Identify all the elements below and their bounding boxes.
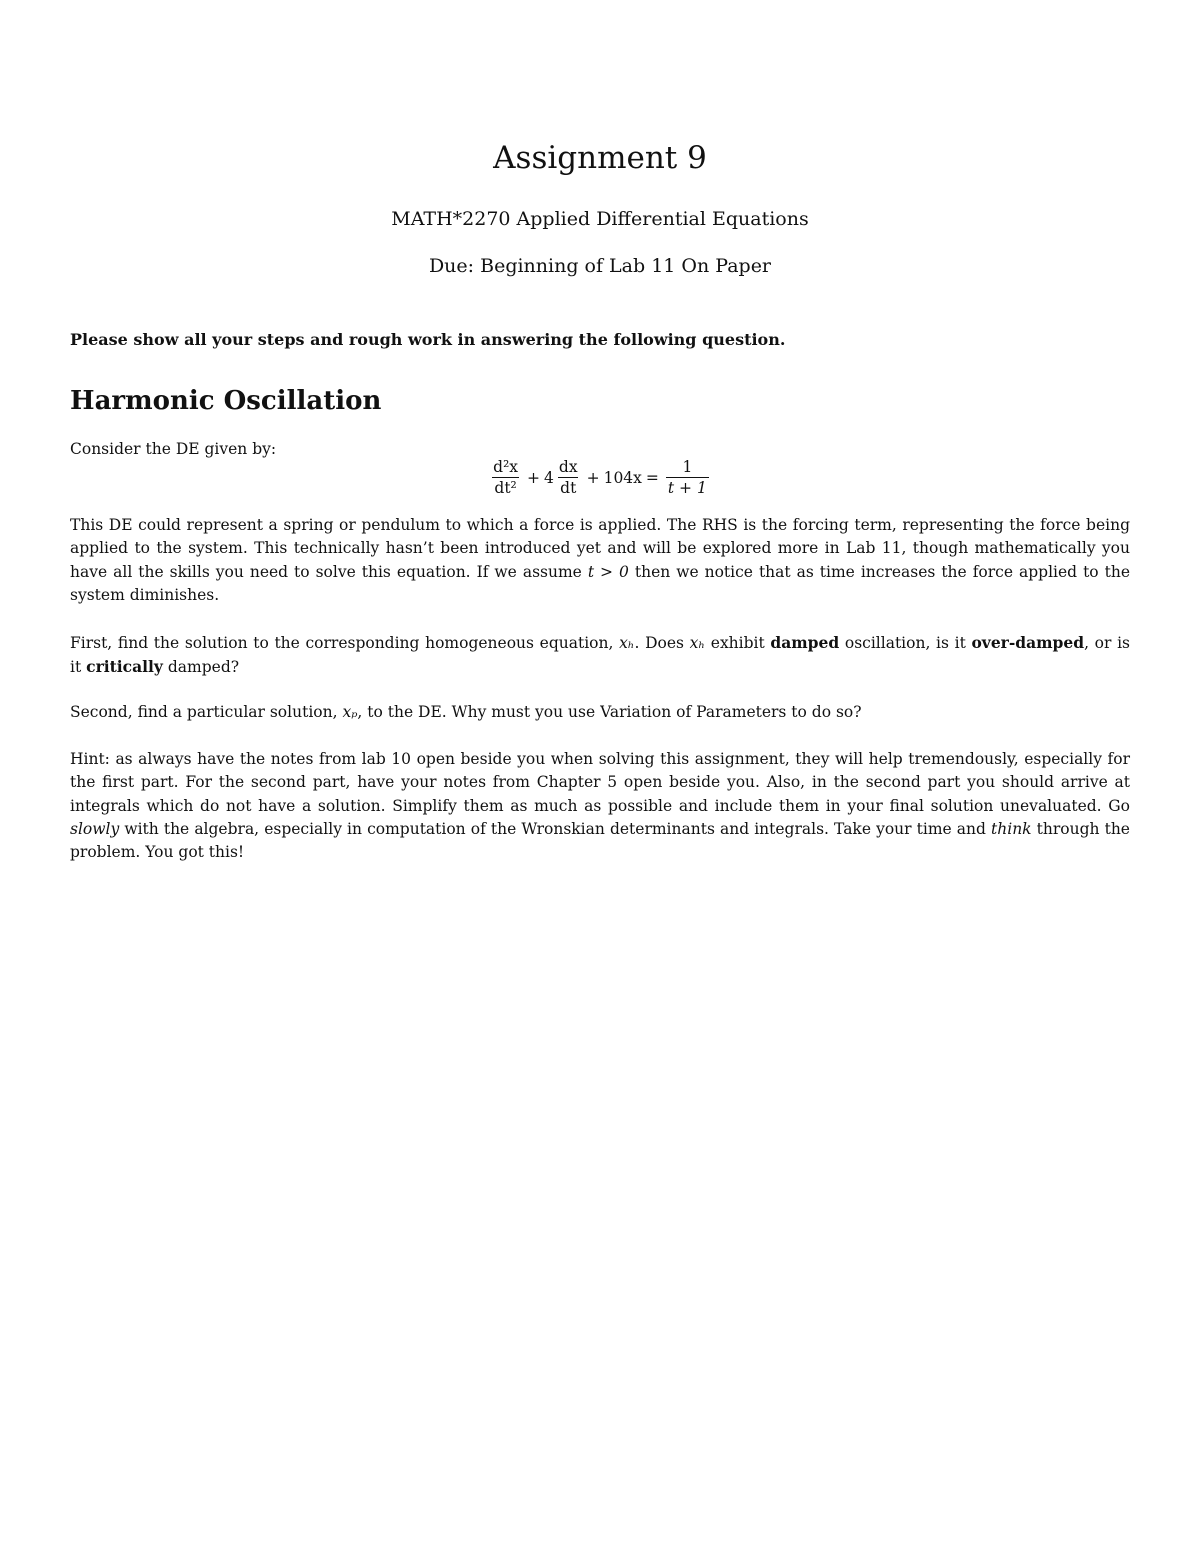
denominator: t + 1 [667,479,707,497]
emphasis-text: slowly [70,819,120,838]
text: oscillation, is it [839,634,972,652]
equals-sign: = [645,468,659,487]
text: then we notice that as time increases the force applied to the system diminishes. [70,562,1130,604]
coefficient: 4 [544,468,554,487]
paragraph-hint [70,748,1130,864]
linear-term: 104x [603,468,642,487]
inline-math: xₕ [619,634,635,652]
denominator: dt [560,479,577,497]
text: Hint: as always have the notes from lab 10 open beside you when solving this assignment, they will help tremendously, especially for the first part. For the second part, have your notes from Chapter 5 open beside you. Also, in the second part you should arrive at integrals which do not have a solution. Simplify them as much as possible and include them in your final solution unevaluated. Go [70,750,1130,815]
inline-math: t > 0 [587,562,629,581]
numerator: dx [558,458,578,476]
numerator: 1 [682,458,693,476]
text: , or is it [70,634,1130,677]
paragraph-part-one [70,631,1130,680]
text: First, find the solution to the corresponding homogeneous equation, [70,634,620,652]
paragraph-part-two [70,701,1130,724]
intro-text: Consider the DE given by: [70,440,277,458]
due-date: Due: Beginning of Lab 11 On Paper [428,255,772,277]
section-heading: Harmonic Oscillation [70,386,382,416]
text: exhibit [705,634,771,652]
instructions: Please show all your steps and rough work in answering the following question. [70,330,786,349]
bold-text: over-damped [971,633,1085,652]
first-derivative [557,458,580,497]
text: Second, find a particular solution, [70,703,343,721]
text: damped? [162,658,240,677]
emphasis-text: think [991,819,1032,838]
paragraph-description [70,514,1130,607]
text: This DE could represent a spring or pendulum to which a force is applied. The RHS is the forcing term, representing the force being applied to the system. This technically hasn’t been introduced yet and will be explored more in Lab 11, though mathematically you have all the skills you need to solve this equation. If we assume [70,516,1130,581]
bold-text: critically [86,657,163,677]
forcing-term [666,458,709,497]
second-derivative [491,458,520,497]
document-title: Assignment 9 [493,140,707,176]
course-name: MATH*2270 Applied Differential Equations [391,208,809,230]
differential-equation [0,458,1200,497]
inline-math: xₚ [342,703,358,721]
denominator: dt² [494,479,517,497]
inline-math: xₕ [689,634,706,652]
plus-sign: + [527,468,541,487]
bold-text: damped [770,633,840,652]
plus-sign: + [586,468,600,487]
text: with the algebra, especially in computation of the Wronskian determinants and integrals. Take your time and [119,819,992,838]
numerator: d²x [493,458,519,476]
text: . Does [634,634,690,652]
text: , to the DE. Why must you use Variation of Parameters to do so? [357,703,862,721]
text: through the problem. You got this! [70,819,1130,862]
